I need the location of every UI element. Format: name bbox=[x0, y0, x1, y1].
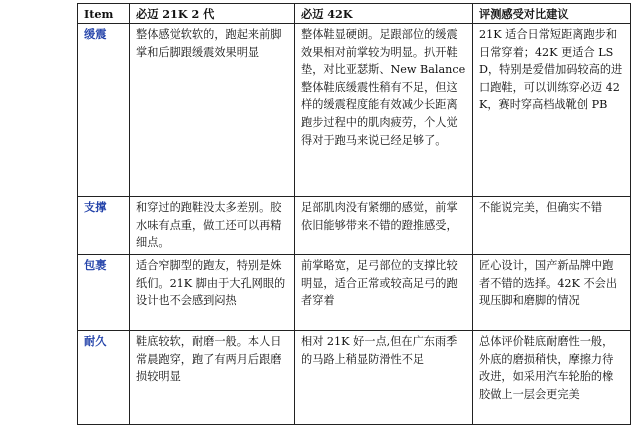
row-item-label: 包裹 bbox=[78, 255, 130, 331]
header-item: Item bbox=[78, 4, 130, 24]
cell-42k: 整体鞋显硬朗。足跟部位的缓震效果相对前掌较为明显。扒开鞋垫，对比亚瑟斯、New Balance 整体鞋底缓震性稍有不足，但这样的缓震程度能有效减少长距离跑步过程中的肌肉疲劳，个人觉得对于跑马来说已经足够了。 bbox=[295, 24, 473, 197]
cell-42k: 相对 21K 好一点,但在广东雨季的马路上稍显防滑性不足 bbox=[295, 331, 473, 425]
table-row bbox=[78, 331, 631, 425]
row-item-label: 耐久 bbox=[78, 331, 130, 425]
cell-21k: 和穿过的跑鞋没太多差别。胶水味有点重，做工还可以再精细点。 bbox=[130, 197, 295, 255]
row-item-label: 支撑 bbox=[78, 197, 130, 255]
cell-review: 21K 适合日常短距离跑步和日常穿着；42K 更适合 LSD，特别是爱借加码较高的进口跑鞋，可以训练穿必迈 42K，赛时穿高档战靴创 PB bbox=[473, 24, 631, 197]
cell-21k: 鞋底较软，耐磨一般。本人日常晨跑穿，跑了有两月后跟磨损较明显 bbox=[130, 331, 295, 425]
comparison-table bbox=[77, 3, 631, 425]
cell-42k: 前掌略宽，足弓部位的支撑比较明显，适合正常或较高足弓的跑者穿着 bbox=[295, 255, 473, 331]
table-row bbox=[78, 197, 631, 255]
cell-42k: 足部肌肉没有紧绷的感觉，前掌依旧能够带来不错的蹬推感受， bbox=[295, 197, 473, 255]
table-header-row bbox=[78, 4, 631, 24]
cell-21k: 整体感觉软软的，跑起来前脚掌和后脚跟缓震效果明显 bbox=[130, 24, 295, 197]
cell-review: 匠心设计，国产新品牌中跑者不错的选择。42K 不会出现压脚和磨脚的情况 bbox=[473, 255, 631, 331]
header-review: 评测感受对比建议 bbox=[473, 4, 631, 24]
table-row bbox=[78, 24, 631, 197]
cell-review: 总体评价鞋底耐磨性一般，外底的磨损稍快，摩擦力待改进，如采用汽车轮胎的橡胶做上一层会更完美 bbox=[473, 331, 631, 425]
header-42k: 必迈 42K bbox=[295, 4, 473, 24]
header-21k: 必迈 21K 2 代 bbox=[130, 4, 295, 24]
table-row bbox=[78, 255, 631, 331]
cell-21k: 适合窄脚型的跑友，特别是姝纸们。21K 脚由于大孔网眼的设计也不会感到闷热 bbox=[130, 255, 295, 331]
row-item-label: 缓震 bbox=[78, 24, 130, 197]
cell-review: 不能说完美，但确实不错 bbox=[473, 197, 631, 255]
